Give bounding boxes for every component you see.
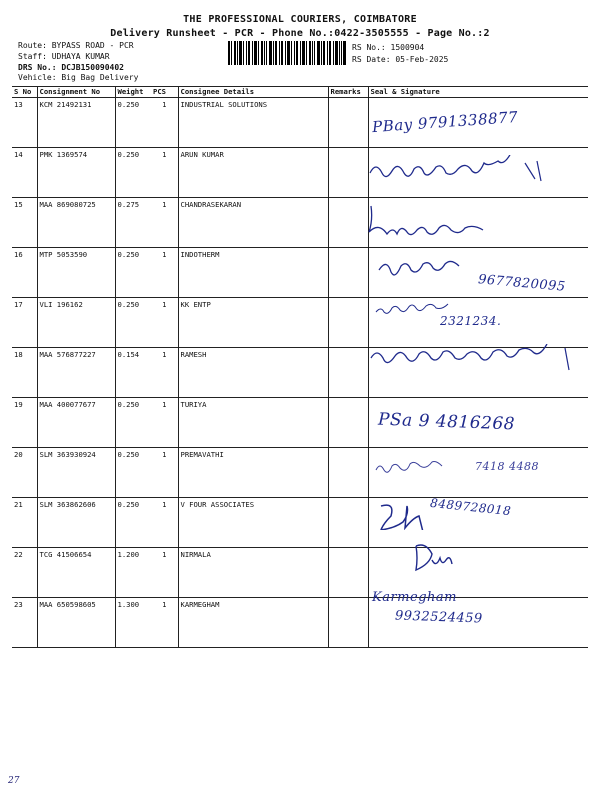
cell-weight: 0.275 bbox=[115, 198, 151, 248]
cell-weight: 0.250 bbox=[115, 498, 151, 548]
signature-16-scribble bbox=[375, 256, 475, 280]
cell-pcs: 1 bbox=[151, 248, 178, 298]
cell-consignment-no: MAA 400077677 bbox=[37, 398, 115, 448]
cell-remarks bbox=[328, 398, 368, 448]
cell-consignment-no: MAA 869080725 bbox=[37, 198, 115, 248]
cell-weight: 1.200 bbox=[115, 548, 151, 598]
col-consignment: Consignment No bbox=[37, 87, 115, 98]
cell-consignee: RAMESH bbox=[178, 348, 328, 398]
signature-16-phone: 9677820095 bbox=[477, 272, 567, 295]
signature-20-scribble bbox=[372, 458, 452, 478]
cell-pcs: 1 bbox=[151, 548, 178, 598]
cell-consignee: CHANDRASEKARAN bbox=[178, 198, 328, 248]
cell-sno: 17 bbox=[12, 298, 37, 348]
cell-remarks bbox=[328, 198, 368, 248]
cell-consignee: PREMAVATHI bbox=[178, 448, 328, 498]
cell-remarks bbox=[328, 98, 368, 148]
cell-weight: 0.250 bbox=[115, 98, 151, 148]
cell-consignee: INDUSTRIAL SOLUTIONS bbox=[178, 98, 328, 148]
route-label: Route: BYPASS ROAD - PCR bbox=[18, 41, 134, 50]
cell-weight: 0.250 bbox=[115, 398, 151, 448]
cell-pcs: 1 bbox=[151, 448, 178, 498]
cell-pcs: 1 bbox=[151, 598, 178, 648]
cell-pcs: 1 bbox=[151, 398, 178, 448]
handwritten-footnote: 27 bbox=[8, 776, 20, 786]
vehicle-label: Vehicle: Big Bag Delivery bbox=[18, 73, 139, 82]
rs-date: RS Date: 05-Feb-2025 bbox=[352, 55, 449, 64]
table-row bbox=[12, 298, 588, 348]
signature-23-phone: 9932524459 bbox=[394, 608, 483, 627]
col-sno: S No bbox=[12, 87, 37, 98]
cell-remarks bbox=[328, 548, 368, 598]
table-row bbox=[12, 548, 588, 598]
cell-sno: 19 bbox=[12, 398, 37, 448]
cell-weight: 0.250 bbox=[115, 148, 151, 198]
cell-consignment-no: MAA 650598605 bbox=[37, 598, 115, 648]
table-row bbox=[12, 598, 588, 648]
col-remarks: Remarks bbox=[328, 87, 368, 98]
runsheet-subtitle: Delivery Runsheet - PCR - Phone No.:0422-3505555 - Page No.:2 bbox=[110, 28, 490, 39]
cell-pcs: 1 bbox=[151, 198, 178, 248]
signature-23-name: Karmegham bbox=[372, 590, 457, 605]
cell-sno: 23 bbox=[12, 598, 37, 648]
signature-20-number: 7418 4488 bbox=[475, 460, 539, 473]
signature-17-number: 2321234. bbox=[440, 314, 502, 328]
table-header-row bbox=[12, 87, 588, 98]
cell-consignee: KK ENTP bbox=[178, 298, 328, 348]
signature-15-scribble bbox=[365, 202, 505, 238]
cell-pcs: 1 bbox=[151, 98, 178, 148]
cell-sno: 21 bbox=[12, 498, 37, 548]
staff-label: Staff: UDHAYA KUMAR bbox=[18, 52, 110, 61]
cell-sno: 20 bbox=[12, 448, 37, 498]
cell-weight: 1.300 bbox=[115, 598, 151, 648]
cell-remarks bbox=[328, 448, 368, 498]
cell-pcs: 1 bbox=[151, 498, 178, 548]
cell-pcs: 1 bbox=[151, 348, 178, 398]
signature-13: PBay 9791338877 bbox=[371, 107, 519, 137]
cell-consignee: NIRMALA bbox=[178, 548, 328, 598]
cell-pcs: 1 bbox=[151, 148, 178, 198]
signature-14-scribble bbox=[365, 155, 565, 185]
cell-consignee: INDOTHERM bbox=[178, 248, 328, 298]
cell-remarks bbox=[328, 598, 368, 648]
col-signature: Seal & Signature bbox=[368, 87, 588, 98]
cell-consignment-no: VLI 196162 bbox=[37, 298, 115, 348]
cell-sno: 22 bbox=[12, 548, 37, 598]
cell-weight: 0.154 bbox=[115, 348, 151, 398]
cell-sno: 15 bbox=[12, 198, 37, 248]
cell-pcs: 1 bbox=[151, 298, 178, 348]
cell-consignee: V FOUR ASSOCIATES bbox=[178, 498, 328, 548]
cell-remarks bbox=[328, 248, 368, 298]
cell-sno: 16 bbox=[12, 248, 37, 298]
signature-18-scribble bbox=[365, 344, 580, 374]
cell-remarks bbox=[328, 148, 368, 198]
signature-22-scribble bbox=[410, 542, 460, 574]
cell-weight: 0.250 bbox=[115, 448, 151, 498]
cell-consignee: TURIYA bbox=[178, 398, 328, 448]
cell-sno: 13 bbox=[12, 98, 37, 148]
cell-sno: 18 bbox=[12, 348, 37, 398]
col-weight: Weight bbox=[115, 87, 151, 98]
signature-19: PSa 9 4816268 bbox=[377, 409, 516, 435]
col-consignee: Consignee Details bbox=[178, 87, 328, 98]
cell-consignment-no: KCM 21492131 bbox=[37, 98, 115, 148]
barcode bbox=[228, 41, 346, 65]
cell-sno: 14 bbox=[12, 148, 37, 198]
cell-remarks bbox=[328, 298, 368, 348]
cell-remarks bbox=[328, 348, 368, 398]
signature-21-scribble bbox=[375, 500, 435, 530]
cell-consignee: ARUN KUMAR bbox=[178, 148, 328, 198]
cell-consignment-no: TCG 41506654 bbox=[37, 548, 115, 598]
rs-number: RS No.: 1500904 bbox=[352, 43, 425, 52]
signature-21-number: 8489728018 bbox=[429, 495, 512, 519]
cell-consignment-no: SLM 363930924 bbox=[37, 448, 115, 498]
cell-consignee: KARMEGHAM bbox=[178, 598, 328, 648]
drs-number: DRS No.: DCJB150090402 bbox=[18, 63, 124, 72]
cell-consignment-no: MTP 5053590 bbox=[37, 248, 115, 298]
cell-consignment-no: SLM 363862606 bbox=[37, 498, 115, 548]
col-pcs: PCS bbox=[151, 87, 178, 98]
cell-consignment-no: MAA 576877227 bbox=[37, 348, 115, 398]
table-row bbox=[12, 248, 588, 298]
cell-weight: 0.250 bbox=[115, 298, 151, 348]
runsheet-title: THE PROFESSIONAL COURIERS, COIMBATORE bbox=[183, 14, 417, 25]
cell-consignment-no: PMK 1369574 bbox=[37, 148, 115, 198]
cell-remarks bbox=[328, 498, 368, 548]
cell-weight: 0.250 bbox=[115, 248, 151, 298]
